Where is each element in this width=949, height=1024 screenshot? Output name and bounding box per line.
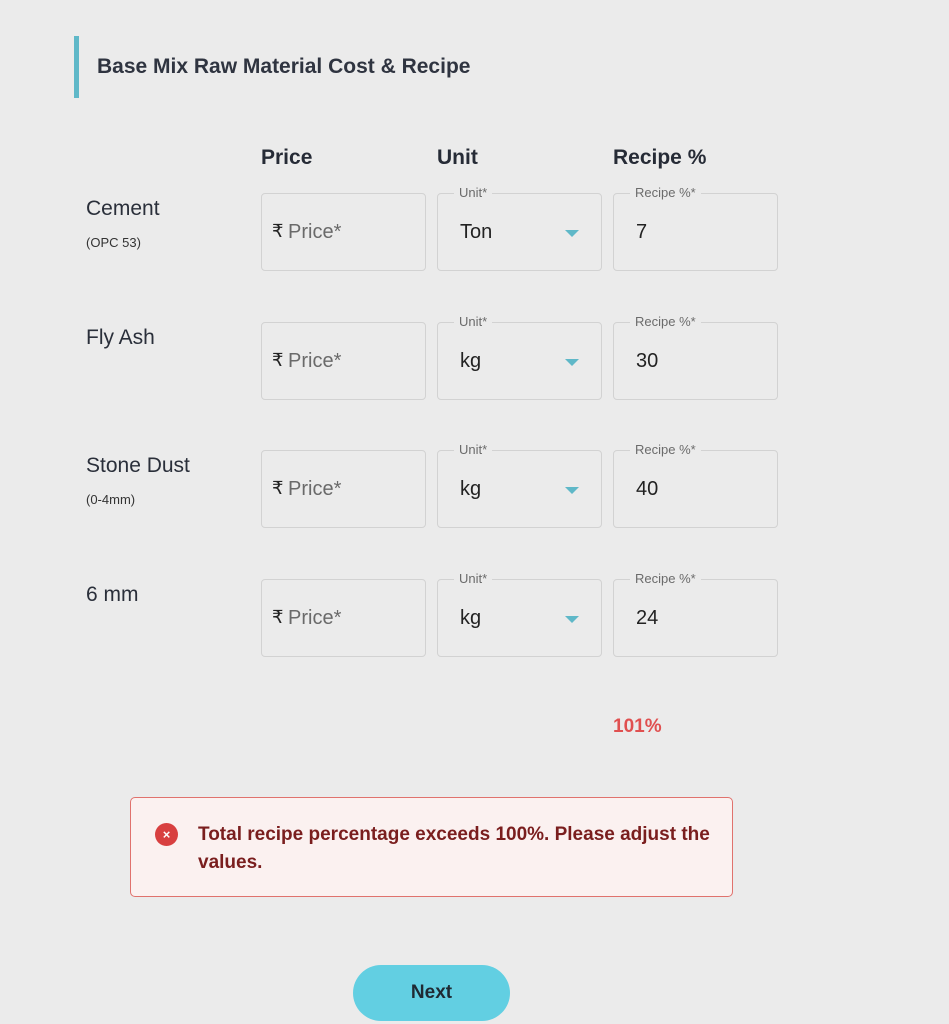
caret-down-icon[interactable] <box>565 487 579 494</box>
unit-label: Unit* <box>454 571 492 587</box>
price-input[interactable] <box>288 218 418 246</box>
recipe-field[interactable] <box>613 442 778 528</box>
unit-label: Unit* <box>454 185 492 201</box>
recipe-label: Recipe %* <box>630 571 701 587</box>
price-input[interactable] <box>288 475 418 503</box>
unit-label: Unit* <box>454 442 492 458</box>
rupee-icon: ₹ <box>272 350 284 371</box>
recipe-value[interactable]: 7 <box>636 221 648 243</box>
material-row-fly-ash <box>0 314 949 400</box>
recipe-value[interactable]: 24 <box>636 607 659 629</box>
material-name: 6 mm <box>86 583 139 606</box>
material-name: Stone Dust <box>86 454 190 477</box>
error-message: Total recipe percentage exceeds 100%. Please adjust the values. <box>198 824 710 873</box>
material-name: Fly Ash <box>86 326 155 349</box>
column-header-price: Price <box>261 146 313 169</box>
recipe-label: Recipe %* <box>630 314 701 330</box>
unit-value: kg <box>460 350 482 372</box>
error-alert <box>130 797 733 897</box>
rupee-icon: ₹ <box>272 478 284 499</box>
recipe-label: Recipe %* <box>630 185 701 201</box>
next-button[interactable]: Next <box>353 965 510 1021</box>
caret-down-icon[interactable] <box>565 616 579 623</box>
column-header-unit: Unit <box>437 146 478 169</box>
unit-label: Unit* <box>454 314 492 330</box>
recipe-field[interactable] <box>613 185 778 271</box>
unit-select[interactable] <box>437 442 602 528</box>
unit-select[interactable] <box>437 571 602 657</box>
recipe-value[interactable]: 30 <box>636 350 659 372</box>
price-input[interactable] <box>288 347 418 375</box>
recipe-total: 101% <box>613 716 662 737</box>
price-field[interactable] <box>261 450 426 528</box>
price-field[interactable] <box>261 193 426 271</box>
price-field[interactable] <box>261 322 426 400</box>
caret-down-icon[interactable] <box>565 230 579 237</box>
price-field[interactable] <box>261 579 426 657</box>
rupee-icon: ₹ <box>272 221 284 242</box>
material-row-6mm <box>0 571 949 657</box>
section-title: Base Mix Raw Material Cost & Recipe <box>97 55 471 78</box>
material-subtitle: (0-4mm) <box>86 492 136 507</box>
price-input[interactable] <box>288 604 418 632</box>
caret-down-icon[interactable] <box>565 359 579 366</box>
material-row-stone-dust <box>0 442 949 528</box>
recipe-value[interactable]: 40 <box>636 478 659 500</box>
unit-value: Ton <box>460 221 493 243</box>
material-row-cement <box>0 185 949 271</box>
unit-value: kg <box>460 607 482 629</box>
recipe-field[interactable] <box>613 571 778 657</box>
material-name: Cement <box>86 197 160 220</box>
material-subtitle: (OPC 53) <box>86 235 141 250</box>
error-icon: × <box>155 823 178 846</box>
unit-select[interactable] <box>437 185 602 271</box>
unit-value: kg <box>460 478 482 500</box>
recipe-field[interactable] <box>613 314 778 400</box>
section-header <box>74 36 470 98</box>
column-header-recipe: Recipe % <box>613 146 707 169</box>
unit-select[interactable] <box>437 314 602 400</box>
rupee-icon: ₹ <box>272 607 284 628</box>
recipe-label: Recipe %* <box>630 442 701 458</box>
